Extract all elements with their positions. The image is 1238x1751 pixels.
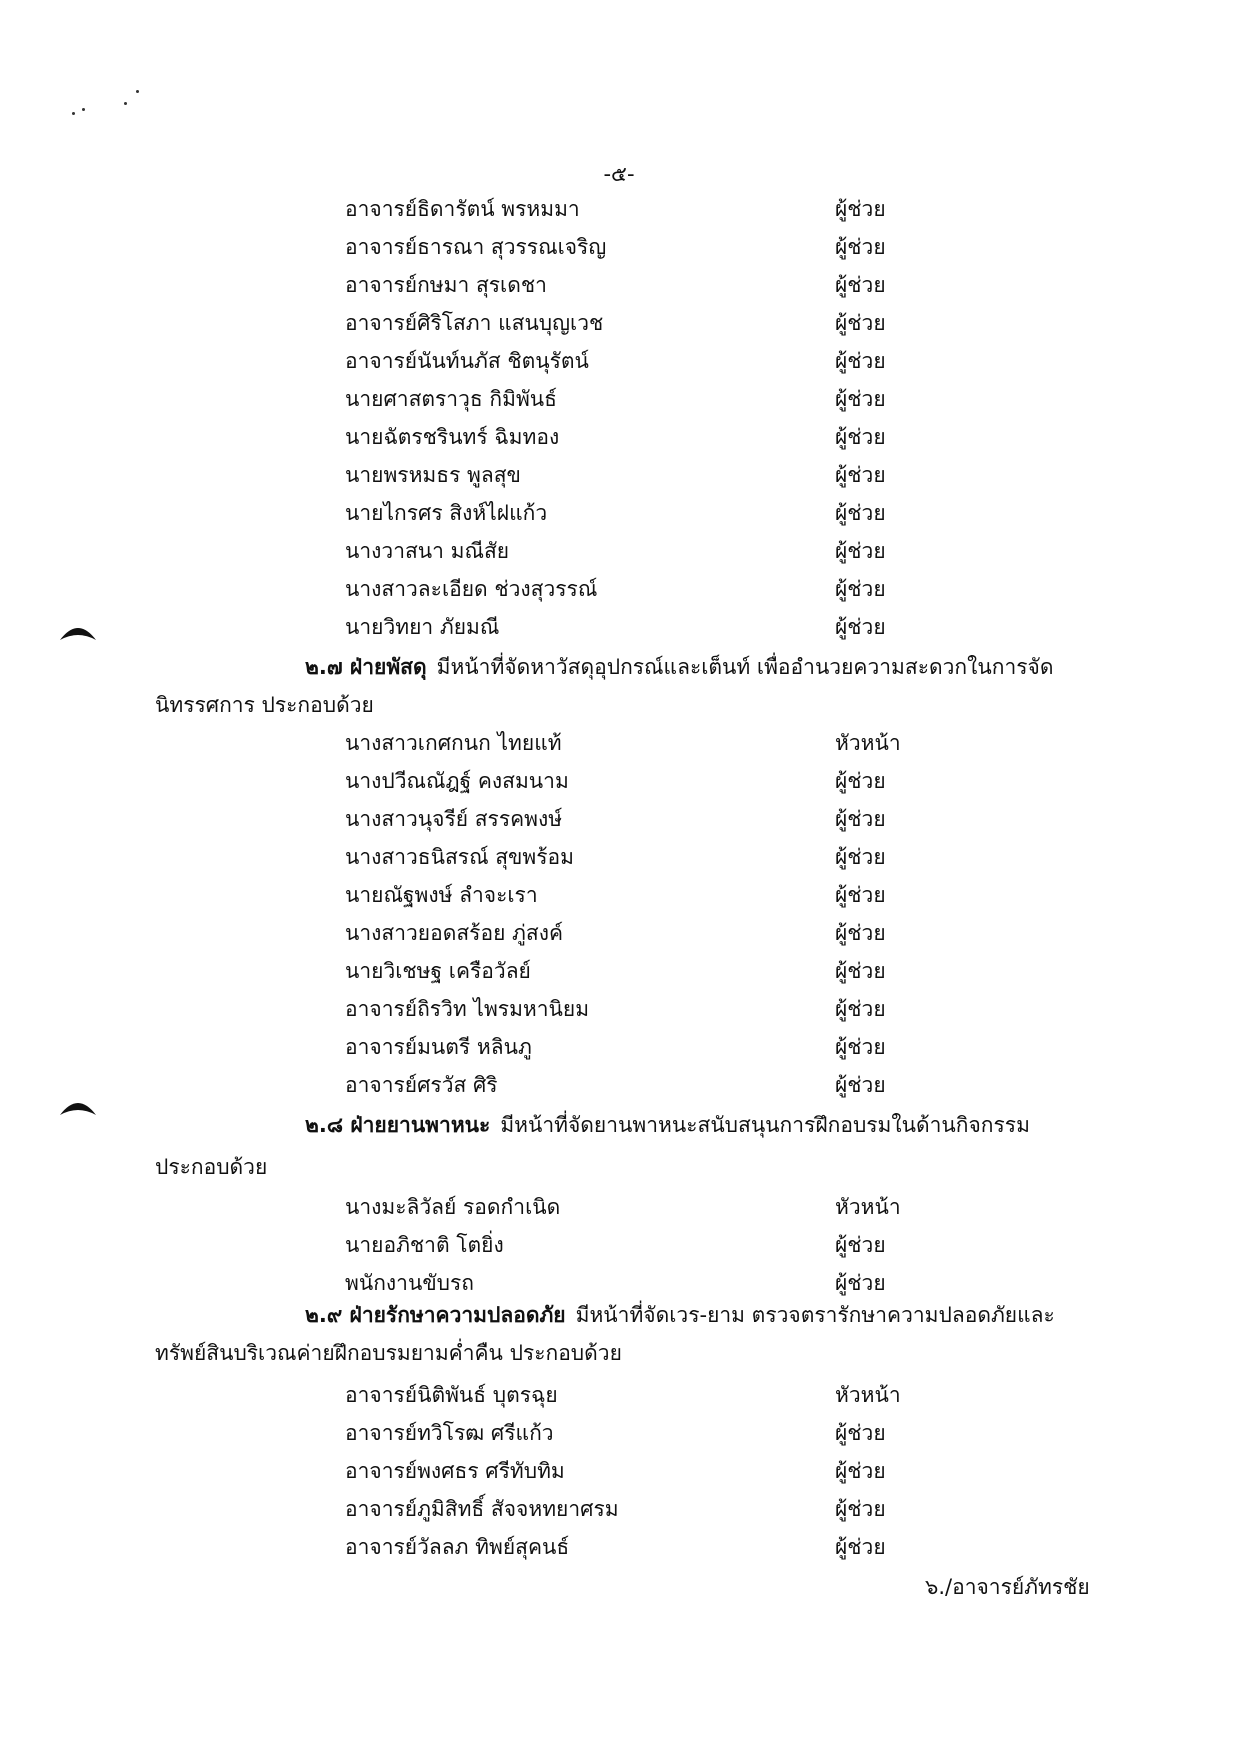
member-name: พนักงานขับรถ (345, 1271, 474, 1295)
member-name: นายศาสตราวุธ กิมิพันธ์ (345, 387, 557, 411)
member-row (0, 570, 1238, 608)
member-role: ผู้ช่วย (835, 1459, 886, 1483)
member-row (0, 724, 1238, 762)
member-role: ผู้ช่วย (835, 1073, 886, 1097)
member-role: ผู้ช่วย (835, 311, 886, 335)
member-role: ผู้ช่วย (835, 997, 886, 1021)
member-row (0, 608, 1238, 646)
section-title: ๒.๗ ฝ่ายพัสดุ (305, 655, 427, 679)
member-role: ผู้ช่วย (835, 235, 886, 259)
member-name: นางสาวเกศกนก ไทยแท้ (345, 731, 562, 755)
member-name: นางมะลิวัลย์ รอดกำเนิด (345, 1195, 561, 1219)
member-row (0, 1452, 1238, 1490)
member-row (0, 304, 1238, 342)
member-name: อาจารย์นันท์นภัส ชิตนุรัตน์ (345, 349, 589, 373)
member-name: นางวาสนา มณีสัย (345, 539, 510, 563)
member-role: ผู้ช่วย (835, 1497, 886, 1521)
member-name: อาจารย์ถิรวิท ไพรมหานิยม (345, 997, 590, 1021)
member-row (0, 418, 1238, 456)
section-continuation: นิทรรศการ ประกอบด้วย (155, 693, 374, 717)
member-role: ผู้ช่วย (835, 501, 886, 525)
member-role: ผู้ช่วย (835, 845, 886, 869)
member-name: นายวิเชษฐ เครือวัลย์ (345, 959, 531, 983)
continuation-footer: ๖./อาจารย์ภัทรชัย (925, 1575, 1090, 1599)
section-title: ๒.๙ ฝ่ายรักษาความปลอดภัย (305, 1303, 566, 1327)
scan-speck (136, 90, 139, 93)
member-role: ผู้ช่วย (835, 1233, 886, 1257)
member-row (0, 800, 1238, 838)
section-description: มีหน้าที่จัดเวร-ยาม ตรวจตรารักษาความปลอดภัยและ (575, 1303, 1055, 1327)
member-name: นายอภิชาติ โตยิ่ง (345, 1233, 504, 1257)
member-row (0, 532, 1238, 570)
member-name: อาจารย์ภูมิสิทธิ์ สัจจหทยาศรม (345, 1497, 619, 1521)
member-row (0, 456, 1238, 494)
member-row (0, 838, 1238, 876)
member-row (0, 876, 1238, 914)
member-name: นายไกรศร สิงห์ไฝแก้ว (345, 501, 548, 525)
member-row (0, 1414, 1238, 1452)
member-role: ผู้ช่วย (835, 1035, 886, 1059)
member-name: นางสาวนุจรีย์ สรรคพงษ์ (345, 807, 563, 831)
member-role: ผู้ช่วย (835, 539, 886, 563)
member-row (0, 190, 1238, 228)
member-row (0, 952, 1238, 990)
member-name: อาจารย์ศิริโสภา แสนบุญเวช (345, 311, 604, 335)
scan-speck (82, 108, 85, 111)
member-role: ผู้ช่วย (835, 425, 886, 449)
member-row (0, 990, 1238, 1028)
member-role: ผู้ช่วย (835, 769, 886, 793)
member-name: นายพรหมธร พูลสุข (345, 463, 521, 487)
member-row (0, 1188, 1238, 1226)
member-row (0, 494, 1238, 532)
member-row (0, 1376, 1238, 1414)
member-name: อาจารย์ธารณา สุวรรณเจริญ (345, 235, 607, 259)
member-row (0, 914, 1238, 952)
member-name: อาจารย์พงศธร ศรีทับทิม (345, 1459, 565, 1483)
section-continuation: ทรัพย์สินบริเวณค่ายฝึกอบรมยามค่ำคืน ประกอบด้วย (155, 1341, 622, 1365)
member-role: ผู้ช่วย (835, 349, 886, 373)
member-role: ผู้ช่วย (835, 615, 886, 639)
section-continuation: ประกอบด้วย (155, 1155, 268, 1179)
member-name: นายฉัตรชรินทร์ ฉิมทอง (345, 425, 560, 449)
member-role: ผู้ช่วย (835, 1271, 886, 1295)
member-row (0, 1028, 1238, 1066)
member-role: ผู้ช่วย (835, 197, 886, 221)
member-name: นางสาวยอดสร้อย ภู่สงค์ (345, 921, 564, 945)
section-description: มีหน้าที่จัดหาวัสดุอุปกรณ์และเต็นท์ เพื่ออำนวยความสะดวกในการจัด (436, 655, 1054, 679)
member-row (0, 1226, 1238, 1264)
member-role: ผู้ช่วย (835, 387, 886, 411)
member-role: หัวหน้า (835, 1195, 901, 1219)
section-heading (305, 1106, 1030, 1144)
section-heading (305, 648, 1053, 686)
section-description: มีหน้าที่จัดยานพาหนะสนับสนุนการฝึกอบรมในด้านกิจกรรม (500, 1113, 1030, 1137)
member-name: นางสาวละเอียด ช่วงสุวรรณ์ (345, 577, 598, 601)
member-role: ผู้ช่วย (835, 273, 886, 297)
member-name: นางสาวธนิสรณ์ สุขพร้อม (345, 845, 574, 869)
member-role: ผู้ช่วย (835, 1535, 886, 1559)
member-row (0, 380, 1238, 418)
member-name: นายณัฐพงษ์ ลำจะเรา (345, 883, 538, 907)
member-name: นายวิทยา ภัยมณี (345, 615, 500, 639)
member-row (0, 1528, 1238, 1566)
member-name: อาจารย์ศรวัส ศิริ (345, 1073, 498, 1097)
member-row (0, 228, 1238, 266)
member-role: ผู้ช่วย (835, 577, 886, 601)
member-role: ผู้ช่วย (835, 807, 886, 831)
member-name: นางปวีณณัฎฐ์ คงสมนาม (345, 769, 569, 793)
scan-speck (72, 112, 75, 115)
section-heading (305, 1296, 1055, 1334)
member-role: หัวหน้า (835, 1383, 901, 1407)
member-role: หัวหน้า (835, 731, 901, 755)
member-name: อาจารย์มนตรี หลินภู (345, 1035, 532, 1059)
member-name: อาจารย์นิติพันธ์ บุตรฉุย (345, 1383, 558, 1407)
member-row (0, 342, 1238, 380)
member-role: ผู้ช่วย (835, 1421, 886, 1445)
member-row (0, 1066, 1238, 1104)
member-role: ผู้ช่วย (835, 463, 886, 487)
member-row (0, 762, 1238, 800)
section-title: ๒.๘ ฝ่ายยานพาหนะ (305, 1113, 491, 1137)
member-name: อาจารย์ทวิโรฒ ศรีแก้ว (345, 1421, 554, 1445)
member-role: ผู้ช่วย (835, 921, 886, 945)
page-number: -๕- (603, 162, 635, 186)
member-role: ผู้ช่วย (835, 883, 886, 907)
member-role: ผู้ช่วย (835, 959, 886, 983)
member-row (0, 1490, 1238, 1528)
member-name: อาจารย์ธิดารัตน์ พรหมมา (345, 197, 580, 221)
scan-speck (124, 102, 127, 105)
member-row (0, 266, 1238, 304)
member-name: อาจารย์กษมา สุรเดชา (345, 273, 547, 297)
member-name: อาจารย์วัลลภ ทิพย์สุคนธ์ (345, 1535, 570, 1559)
